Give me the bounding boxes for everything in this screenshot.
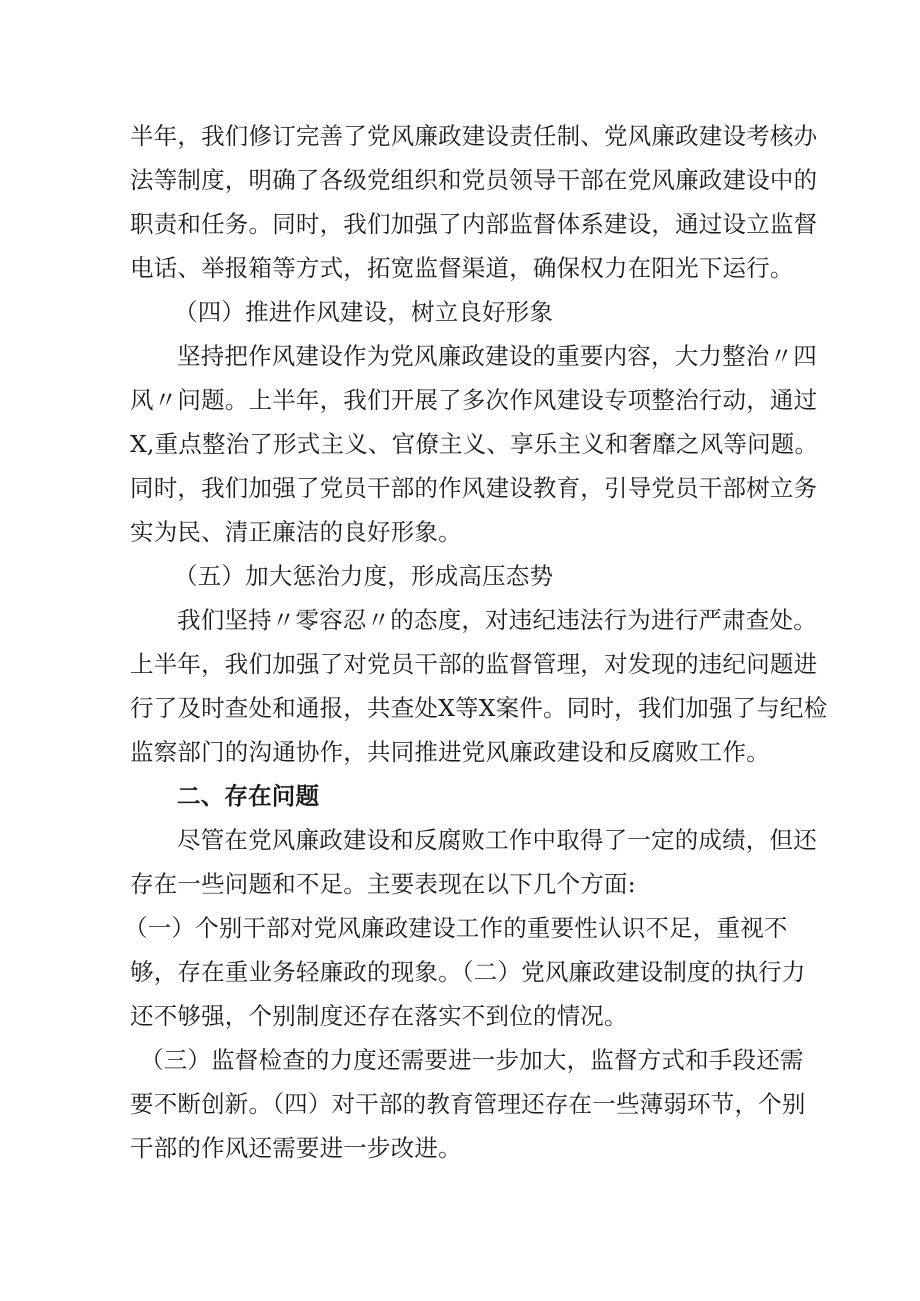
paragraph-line: 尽管在党风廉政建设和反腐败工作中取得了一定的成绩，但还 bbox=[177, 826, 817, 854]
paragraph-line: 我们坚持〃零容忍〃的态度，对违纪违法行为进行严肃查处。 bbox=[177, 606, 817, 634]
paragraph-line: 上半年，我们加强了对党员干部的监督管理，对发现的违纪问题进 bbox=[130, 650, 818, 678]
paragraph-line: 职责和任务。同时，我们加强了内部监督体系建设，通过设立监督 bbox=[130, 210, 818, 238]
paragraph-line: 法等制度，明确了各级党组织和党员领导干部在党风廉政建设中的 bbox=[130, 166, 818, 194]
paragraph-line: 风〃问题。上半年，我们开展了多次作风建设专项整治行动，通过 bbox=[130, 386, 818, 414]
paragraph-line: 同时，我们加强了党员干部的作风建设教育，引导党员干部树立务 bbox=[130, 474, 818, 502]
paragraph-line: 坚持把作风建设作为党风廉政建设的重要内容，大力整治〃四 bbox=[177, 342, 817, 370]
section-subheading: （四）推进作风建设，树立良好形象 bbox=[174, 298, 554, 326]
paragraph-line: X,重点整治了形式主义、官僚主义、享乐主义和奢靡之风等问题。 bbox=[130, 430, 819, 458]
paragraph-line: 还不够强，个别制度还存在落实不到位的情况。 bbox=[130, 1002, 628, 1030]
paragraph-line: 要不断创新。（四）对干部的教育管理还存在一些薄弱环节，个别 bbox=[130, 1090, 806, 1118]
paragraph-line: 够，存在重业务轻廉政的现象。（二）党风廉政建设制度的执行力 bbox=[130, 958, 806, 986]
section-subheading: （五）加大惩治力度，形成高压态势 bbox=[174, 562, 554, 590]
paragraph-line: 半年，我们修订完善了党风廉政建设责任制、党风廉政建设考核办 bbox=[130, 122, 818, 150]
document-body bbox=[124, 114, 828, 1170]
paragraph-line: 监察部门的沟通协作，共同推进党风廉政建设和反腐败工作。 bbox=[130, 738, 770, 766]
section-heading: 二、存在问题 bbox=[177, 782, 320, 810]
paragraph-line: 实为民、清正廉洁的良好形象。 bbox=[130, 518, 462, 546]
paragraph-line: 干部的作风还需要进一步改进。 bbox=[130, 1134, 462, 1162]
paragraph-line: 行了及时查处和通报，共查处X等X案件。同时，我们加强了与纪检 bbox=[130, 694, 828, 722]
paragraph-line: 电话、举报箱等方式，拓宽监督渠道，确保权力在阳光下运行。 bbox=[130, 254, 794, 282]
paragraph-line: （三）监督检查的力度还需要进一步加大，监督方式和手段还需 bbox=[140, 1046, 804, 1074]
paragraph-line: （一）个别干部对党风廉政建设工作的重要性认识不足，重视不 bbox=[124, 914, 788, 942]
paragraph-line: 存在一些问题和不足。主要表现在以下几个方面: bbox=[130, 870, 636, 898]
